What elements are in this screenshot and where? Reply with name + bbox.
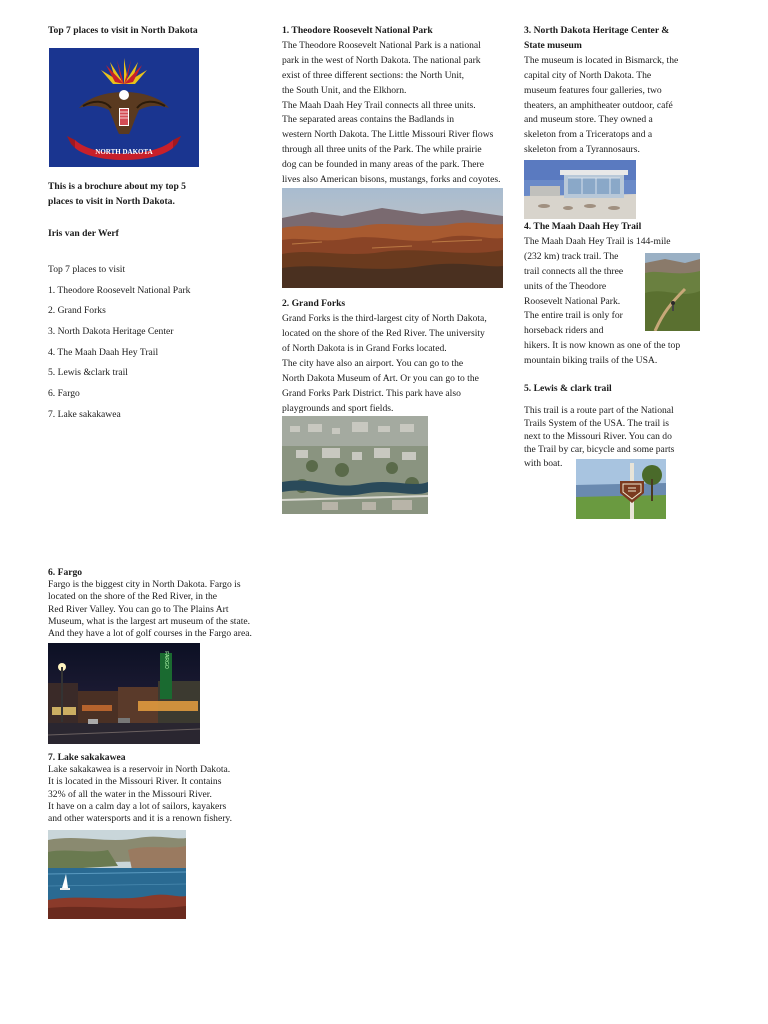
paragraph-line: Grand Forks Park District. This park have also: [282, 388, 461, 399]
maah-daah-hey-trail-photo: [645, 253, 700, 331]
lewis-clark-trail-sign-photo: [576, 459, 666, 519]
paragraph-line: Trails System of the USA. The trail is: [524, 417, 669, 429]
paragraph-line: the South Unit, and the Elkhorn.: [282, 84, 407, 96]
paragraph-line: next to the Missouri River. You can do: [524, 431, 672, 443]
section-heading: 4. The Maah Daah Hey Trail: [524, 221, 642, 232]
paragraph-line: And they have a lot of golf courses in the Fargo area.: [48, 628, 252, 640]
paragraph-line: (232 km) track trail. The: [524, 250, 619, 262]
paragraph-line: theaters, an amphitheater outdoor, café: [524, 99, 673, 111]
intro-line: places to visit in North Dakota.: [48, 195, 175, 207]
list-item: 7. Lake sakakawea: [48, 408, 121, 420]
paragraph-line: The city have also an airport. You can go to the: [282, 358, 464, 369]
grand-forks-section: [282, 296, 487, 416]
section-heading: State museum: [524, 39, 582, 51]
paragraph-line: It is located in the Missouri River. It contains: [48, 776, 222, 788]
paragraph-line: Lake sakakawea is a reservoir in North Dakota.: [48, 764, 231, 776]
paragraph-line: skeleton from a Triceratops and a: [524, 129, 653, 141]
section-heading: 1. Theodore Roosevelt National Park: [282, 25, 433, 36]
paragraph-line: The Maah Daah Hey Trail is 144-mile: [524, 235, 671, 247]
heritage-center-photo: [524, 160, 636, 219]
paragraph-line: museum features four galleries, two: [524, 84, 662, 96]
paragraph-line: dog can be founded in many areas of the park. There: [282, 159, 485, 171]
lake-section: [48, 752, 232, 825]
paragraph-line: park in the west of North Dakota. The national park: [282, 54, 481, 66]
paragraph-line: trail connects all the three: [524, 265, 624, 277]
paragraph-line: capital city of North Dakota. The: [524, 69, 652, 81]
paragraph-line: 32% of all the water in the Missouri River.: [48, 788, 212, 800]
list-item: 5. Lewis &clark trail: [48, 367, 128, 379]
paragraph-line: The Maah Daah Hey Trail connects all three units.: [282, 99, 476, 111]
paragraph-line: the Trail by car, bicycle and some parts: [524, 444, 675, 456]
paragraph-line: mountain biking trails of the USA.: [524, 355, 658, 367]
author-name: Iris van der Werf: [48, 228, 119, 239]
section-heading: 6. Fargo: [48, 567, 83, 578]
paragraph-line: Fargo is the biggest city in North Dakota. Fargo is: [48, 579, 241, 591]
paragraph-line: exist of three different sections: the North Unit,: [282, 69, 465, 81]
paragraph-line: The museum is located in Bismarck, the: [524, 54, 679, 66]
paragraph-line: The separated areas contains the Badlands in: [282, 114, 455, 126]
paragraph-line: located on the shore of the Red River, in the: [48, 591, 218, 603]
trnp-section: [282, 24, 501, 188]
grand-forks-aerial-photo: [282, 416, 428, 514]
paragraph-line: skeleton from a Tyrannosaurs.: [524, 144, 640, 156]
fargo-sign-text: FARGO: [163, 651, 169, 669]
list-item: 6. Fargo: [48, 388, 80, 400]
paragraph-line: The entire trail is only for: [524, 310, 623, 322]
paragraph-line: hikers. It is now known as one of the top: [524, 340, 681, 352]
badlands-photo: [282, 188, 503, 288]
fargo-photo: [48, 643, 200, 744]
paragraph-line: through all three units of the Park. The while prairie: [282, 144, 482, 156]
page-title: Top 7 places to visit in North Dakota: [48, 25, 198, 36]
north-dakota-flag-image: [49, 48, 199, 167]
paragraph-line: western North Dakota. The Little Missouri River flows: [282, 129, 494, 141]
section-heading: 2. Grand Forks: [282, 298, 346, 309]
list-heading: Top 7 places to visit: [48, 264, 126, 275]
lewis-clark-section: [524, 382, 674, 470]
list-item: 1. Theodore Roosevelt National Park: [48, 284, 191, 296]
paragraph-line: Museum, what is the largest art museum of the state.: [48, 615, 251, 627]
fargo-section: [48, 567, 252, 640]
lake-sakakawea-photo: [48, 830, 186, 919]
paragraph-line: with boat.: [524, 457, 563, 469]
intro-line: This is a brochure about my top 5: [48, 181, 186, 192]
paragraph-line: North Dakota Museum of Art. Or you can go to the: [282, 373, 479, 384]
paragraph-line: It have on a calm day a lot of sailors, kayakers: [48, 800, 227, 812]
paragraph-line: and museum store. They owned a: [524, 114, 653, 126]
paragraph-line: The Theodore Roosevelt National Park is a national: [282, 39, 481, 51]
paragraph-line: Red River Valley. You can go to The Plains Art: [48, 603, 229, 615]
flag-banner-text: NORTH DAKOTA: [95, 148, 153, 156]
list-item: 2. Grand Forks: [48, 305, 106, 317]
heritage-section: [524, 24, 678, 158]
paragraph-line: Roosevelt National Park.: [524, 295, 621, 307]
paragraph-line: horseback riders and: [524, 325, 604, 337]
paragraph-line: This trail is a route part of the National: [524, 404, 674, 416]
section-heading: 3. North Dakota Heritage Center &: [524, 25, 670, 36]
paragraph-line: and other watersports and it is a renown fishery.: [48, 813, 233, 825]
paragraph-line: located on the shore of the Red River. The university: [282, 328, 485, 339]
section-heading: 7. Lake sakakawea: [48, 752, 126, 763]
section-heading: 5. Lewis & clark trail: [524, 383, 612, 394]
paragraph-line: units of the Theodore: [524, 280, 607, 292]
paragraph-line: playgrounds and sport fields.: [282, 403, 394, 414]
places-list: [48, 263, 190, 429]
paragraph-line: Grand Forks is the third-largest city of North Dakota,: [282, 313, 487, 324]
paragraph-line: of North Dakota is in Grand Forks located.: [282, 343, 447, 354]
list-item: 3. North Dakota Heritage Center: [48, 326, 174, 338]
intro-text: [48, 180, 186, 209]
paragraph-line: lives also American bisons, mustangs, forks and coyotes.: [282, 174, 501, 186]
list-item: 4. The Maah Daah Hey Trail: [48, 346, 159, 358]
